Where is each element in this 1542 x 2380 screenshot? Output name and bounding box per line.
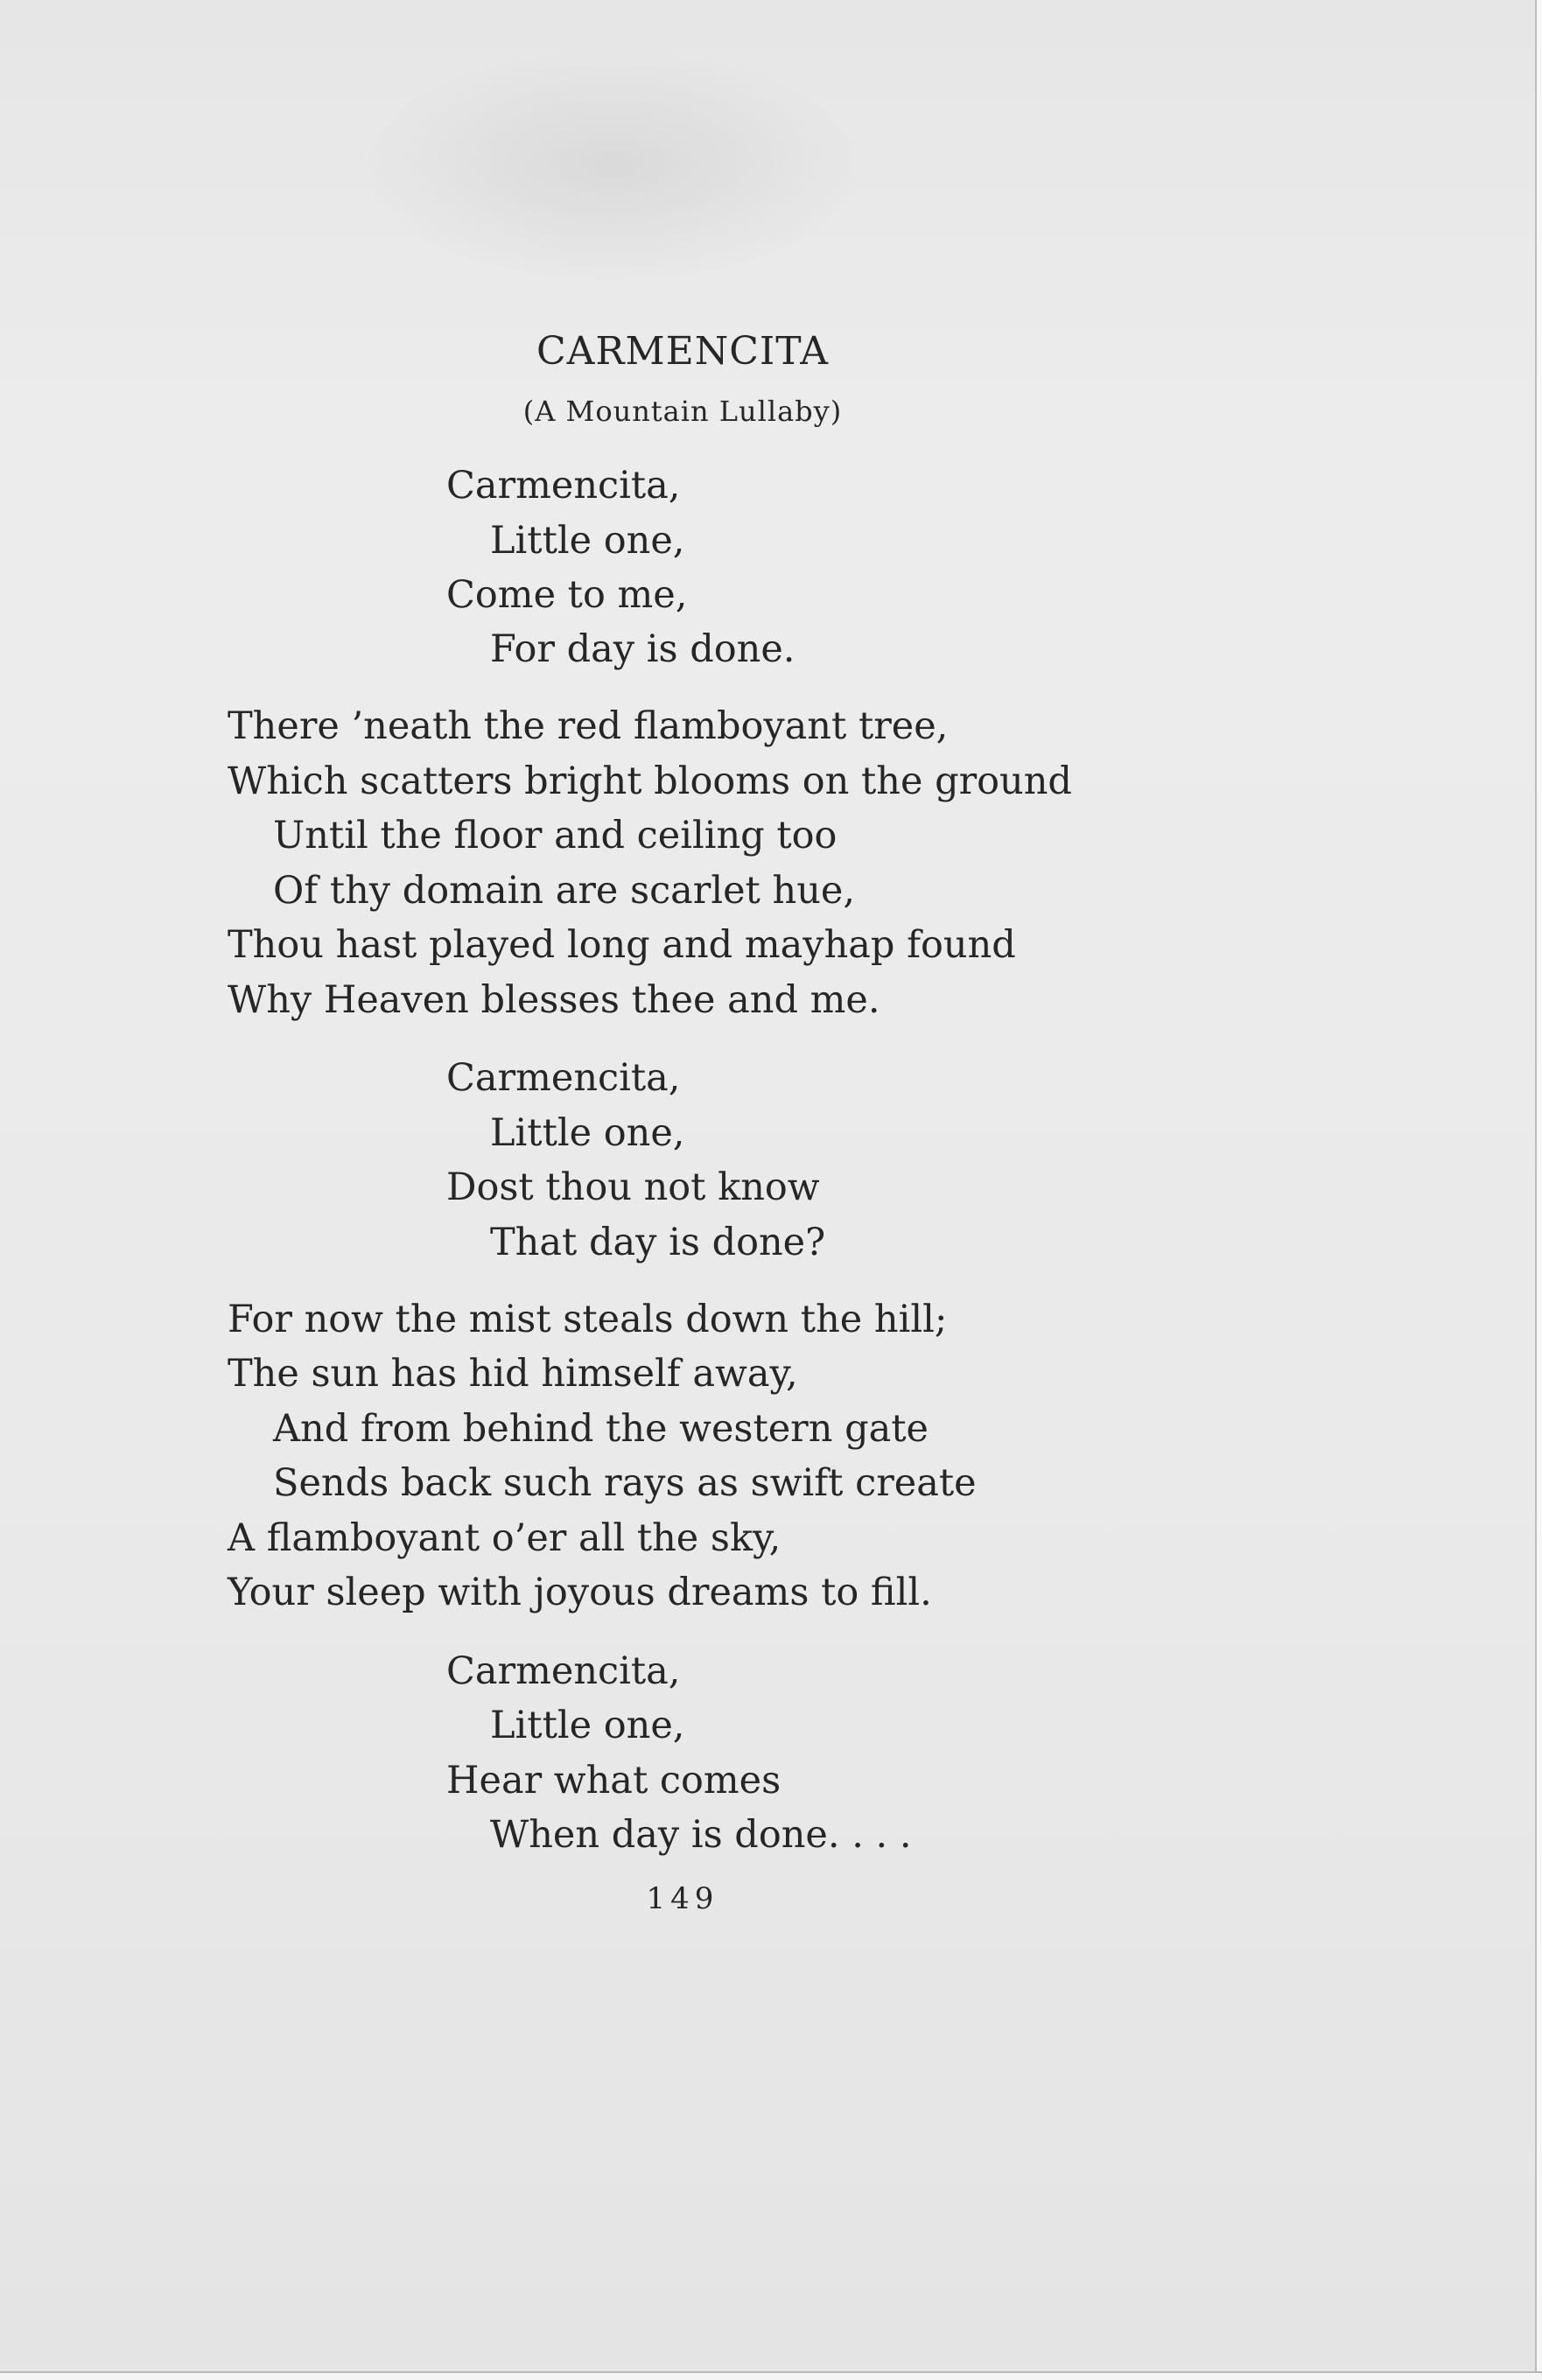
- refrain3-line2: Little one,: [490, 1704, 685, 1747]
- refrain2-line3: Dost thou not know: [446, 1166, 820, 1209]
- stanza1-line5: Thou hast played long and mayhap found: [228, 923, 1016, 967]
- refrain1-line3: Come to me,: [446, 573, 688, 617]
- refrain2-line4: That day is done?: [490, 1221, 826, 1264]
- refrain2-line1: Carmencita,: [446, 1056, 681, 1100]
- stanza2-line2: The sun has hid himself away,: [228, 1352, 798, 1396]
- page-edge-right: [1535, 0, 1542, 2380]
- poem-title: CARMENCITA: [536, 329, 829, 374]
- stanza2-line6: Your sleep with joyous dreams to fill.: [228, 1571, 932, 1614]
- refrain1-line2: Little one,: [490, 519, 685, 563]
- poem-subtitle: (A Mountain Lullaby): [522, 395, 843, 428]
- stanza1-line3: Until the floor and ceiling too: [273, 814, 838, 858]
- stanza2-line1: For now the mist steals down the hill;: [228, 1298, 948, 1341]
- refrain3-line1: Carmencita,: [446, 1649, 681, 1693]
- refrain3-line3: Hear what comes: [446, 1759, 782, 1802]
- stanza2-line4: Sends back such rays as swift create: [273, 1461, 977, 1505]
- stanza1-line1: There ’neath the red flamboyant tree,: [228, 704, 949, 748]
- stanza1-line2: Which scatters bright blooms on the ground: [228, 760, 1072, 803]
- page-number: 149: [646, 1881, 719, 1916]
- stanza1-line6: Why Heaven blesses thee and me.: [228, 978, 880, 1022]
- refrain1-line4: For day is done.: [490, 627, 796, 671]
- refrain2-line2: Little one,: [490, 1111, 685, 1155]
- stanza2-line3: And from behind the western gate: [273, 1407, 929, 1451]
- page-edge-bottom: [0, 2371, 1542, 2380]
- stanza1-line4: Of thy domain are scarlet hue,: [273, 869, 856, 913]
- paper-stain: [368, 52, 858, 280]
- stanza2-line5: A flamboyant o’er all the sky,: [228, 1516, 782, 1560]
- refrain1-line1: Carmencita,: [446, 464, 681, 508]
- refrain3-line4: When day is done. . . .: [490, 1813, 912, 1857]
